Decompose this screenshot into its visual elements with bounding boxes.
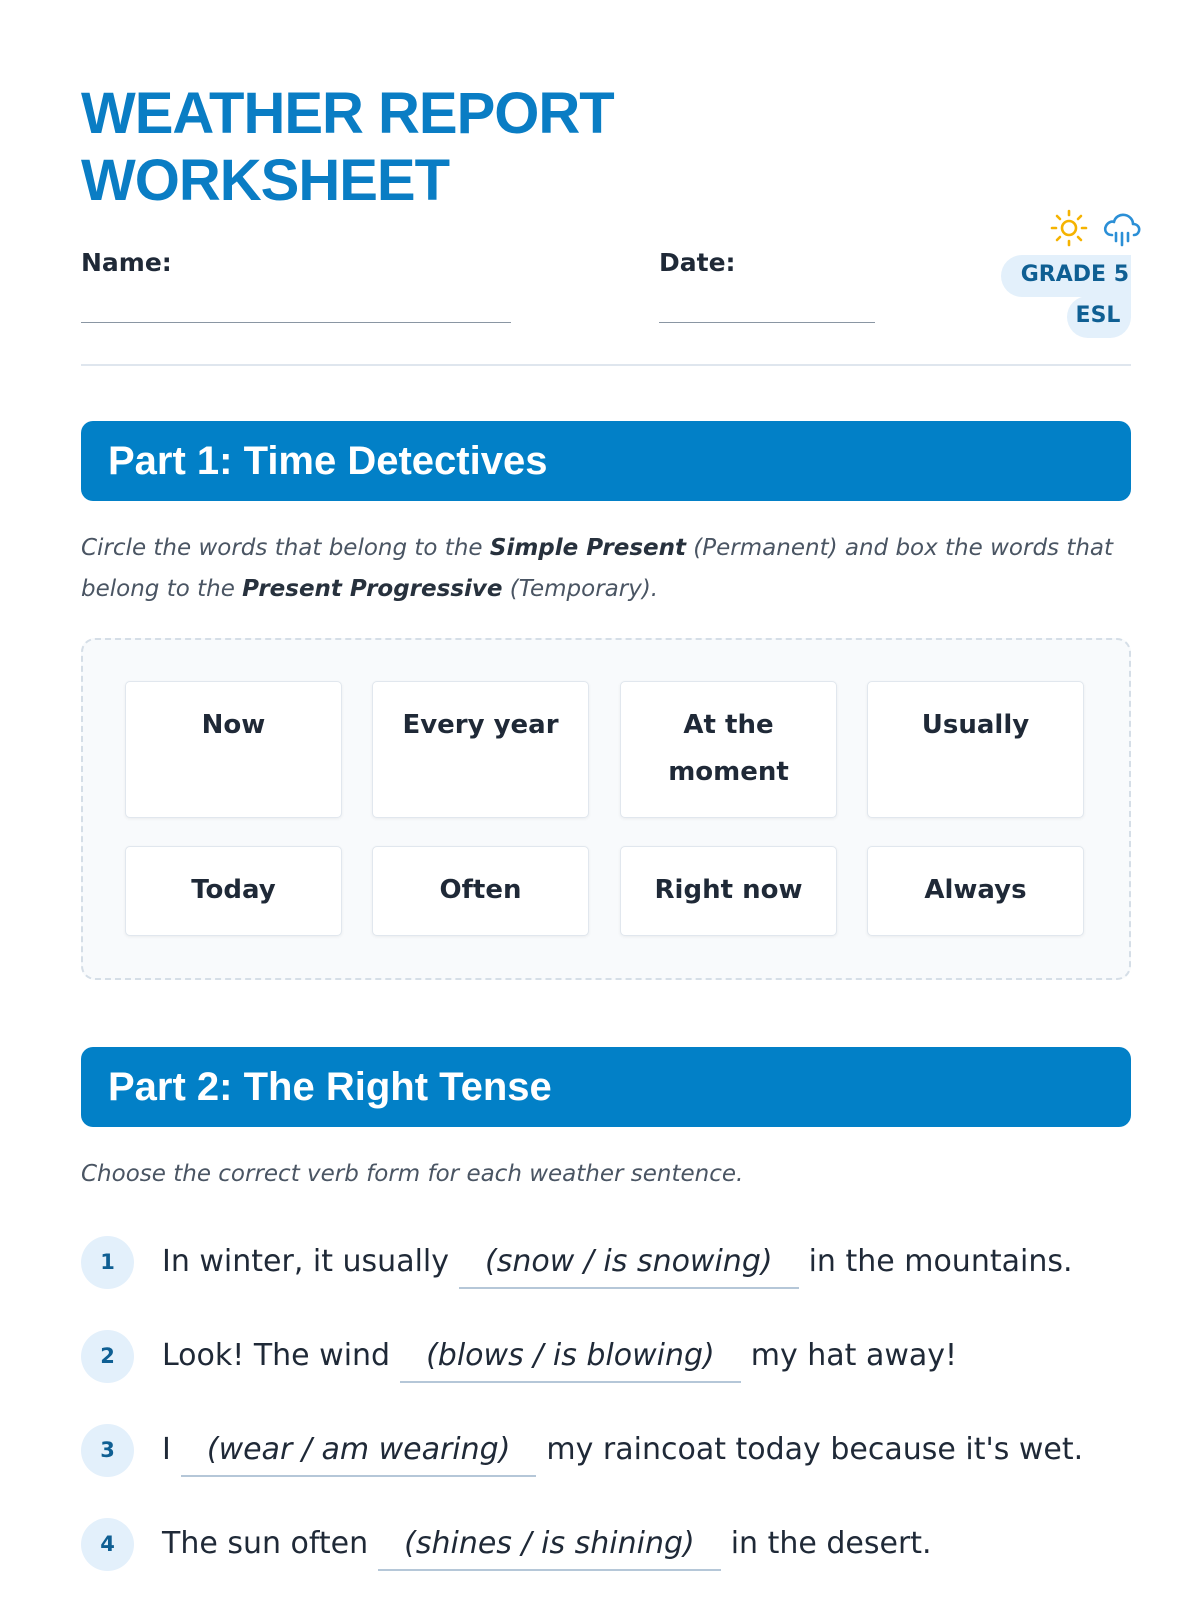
question-item <box>81 1424 1131 1484</box>
question-sentence <box>162 1523 932 1571</box>
date-label: Date: <box>659 248 736 277</box>
question-number: 4 <box>81 1518 134 1571</box>
word-card[interactable]: At the moment <box>620 681 837 818</box>
instr-text-1: Circle the words that belong to the <box>81 535 490 561</box>
instr-bold-simple-present: Simple Present <box>489 535 686 561</box>
question-item <box>81 1330 1131 1390</box>
part2-header <box>81 1047 1131 1127</box>
sentence-before: I <box>162 1432 171 1467</box>
sentence-after: my hat away! <box>750 1338 958 1373</box>
sentence-before: The sun often <box>162 1526 369 1561</box>
question-number: 2 <box>81 1330 134 1383</box>
page-title <box>81 80 614 214</box>
answer-blank[interactable]: (wear / am wearing) <box>181 1429 537 1477</box>
word-card[interactable]: Now <box>125 681 342 818</box>
answer-blank[interactable]: (blows / is blowing) <box>400 1335 741 1383</box>
word-card[interactable]: Right now <box>620 846 837 936</box>
weather-icons <box>1031 208 1131 252</box>
header-divider <box>81 364 1131 366</box>
question-number: 1 <box>81 1236 134 1289</box>
date-field[interactable] <box>659 322 875 323</box>
question-item <box>81 1236 1131 1296</box>
word-card[interactable]: Today <box>125 846 342 936</box>
name-label: Name: <box>81 248 172 277</box>
esl-badge: ESL <box>1067 296 1131 338</box>
sentence-after: my raincoat today because it's wet. <box>546 1432 1084 1467</box>
word-card[interactable]: Always <box>867 846 1084 936</box>
name-field[interactable] <box>81 322 511 323</box>
sentence-after: in the mountains. <box>808 1244 1073 1279</box>
answer-blank[interactable]: (shines / is shining) <box>378 1523 721 1571</box>
sentence-before: In winter, it usually <box>162 1244 450 1279</box>
title-line-1: WEATHER REPORT <box>81 81 614 146</box>
question-sentence <box>162 1241 1073 1289</box>
title-line-2: WORKSHEET <box>81 148 449 213</box>
instr-bold-present-progressive: Present Progressive <box>242 576 503 602</box>
part1-heading: Part 1: Time Detectives <box>108 439 548 483</box>
sun-icon <box>1049 208 1089 248</box>
sentence-after: in the desert. <box>730 1526 932 1561</box>
question-item <box>81 1518 1131 1578</box>
question-sentence <box>162 1335 957 1383</box>
instr-text-3: (Temporary). <box>502 576 659 602</box>
word-card[interactable]: Often <box>372 846 589 936</box>
word-bank <box>81 638 1131 980</box>
question-number: 3 <box>81 1424 134 1477</box>
part2-heading: Part 2: The Right Tense <box>108 1065 552 1109</box>
worksheet-page <box>81 0 1131 1600</box>
sentence-before: Look! The wind <box>162 1338 391 1373</box>
rain-cloud-icon <box>1101 208 1143 250</box>
part1-header <box>81 421 1131 501</box>
word-card[interactable]: Usually <box>867 681 1084 818</box>
question-sentence <box>162 1429 1083 1477</box>
word-card[interactable]: Every year <box>372 681 589 818</box>
part1-instructions <box>81 528 1131 610</box>
instr-text-2: (Permanent) and box the words that belong to the <box>81 535 1114 602</box>
part2-instructions: Choose the correct verb form for each weather sentence. <box>81 1161 744 1187</box>
grade-badge: GRADE 5 <box>1001 255 1131 297</box>
answer-blank[interactable]: (snow / is snowing) <box>459 1241 799 1289</box>
